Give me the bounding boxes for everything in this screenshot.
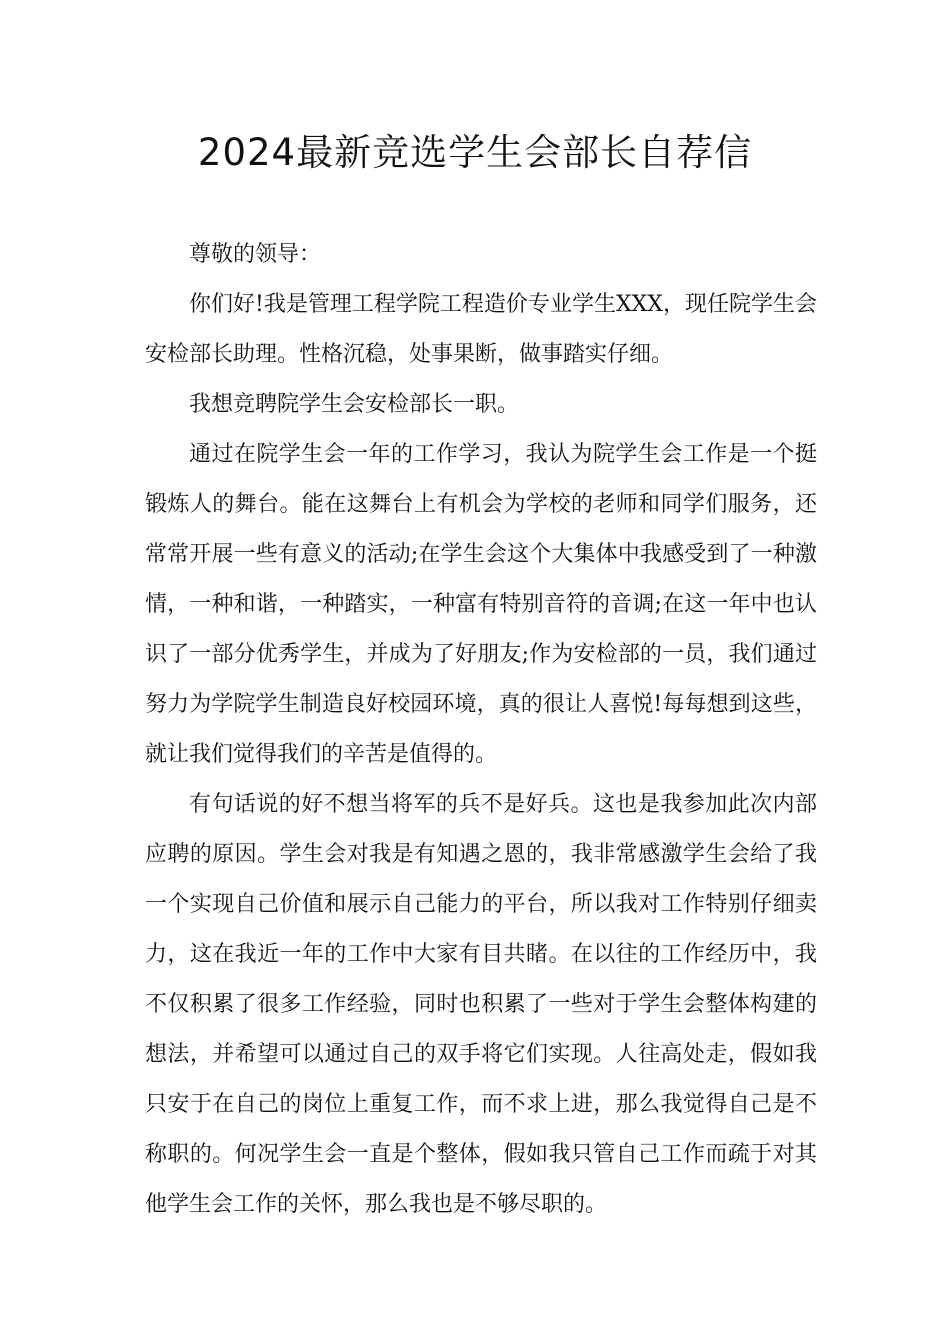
paragraph-experience: 通过在院学生会一年的工作学习，我认为院学生会工作是一个挺锻炼人的舞台。能在这舞台上有机会为学校的老师和同学们服务，还常常开展一些有意义的活动;在学生会这个大集体中我感受到了一种激情，一种和谐，一种踏实，一种富有特别音符的音调;在这一年中也认识了一部分优秀学生，并成为了好朋友;作为安检部的一员，我们通过努力为学院学生制造良好校园环境，真的很让人喜悦!每每想到这些，就让我们觉得我们的辛苦是值得的。 — [145, 442, 817, 767]
document-title: 2024最新竞选学生会部长自荐信 — [197, 131, 753, 174]
paragraph-greeting: 你们好!我是管理工程学院工程造价专业学生XXX，现任院学生会安检部长助理。性格沉稳，处事果断，做事踏实仔细。 — [145, 292, 817, 367]
paragraph-position: 我想竞聘院学生会安检部长一职。 — [189, 392, 520, 417]
paragraph-motivation: 有句话说的好不想当将军的兵不是好兵。这也是我参加此次内部应聘的原因。学生会对我是有知遇之恩的，我非常感激学生会给了我一个实现自己价值和展示自己能力的平台，所以我对工作特别仔细卖力，这在我近一年的工作中大家有目共睹。在以往的工作经历中，我不仅积累了很多工作经验，同时也积累了一些对于学生会整体构建的想法，并希望可以通过自己的双手将它们实现。人往高处走，假如我只安于在自己的岗位上重复工作，而不求上进，那么我觉得自己是不称职的。何况学生会一直是个整体，假如我只管自己工作而疏于对其他学生会工作的关怀，那么我也是不够尽职的。 — [145, 792, 817, 1217]
letter-body — [145, 230, 817, 1230]
salutation: 尊敬的领导： — [189, 242, 322, 267]
